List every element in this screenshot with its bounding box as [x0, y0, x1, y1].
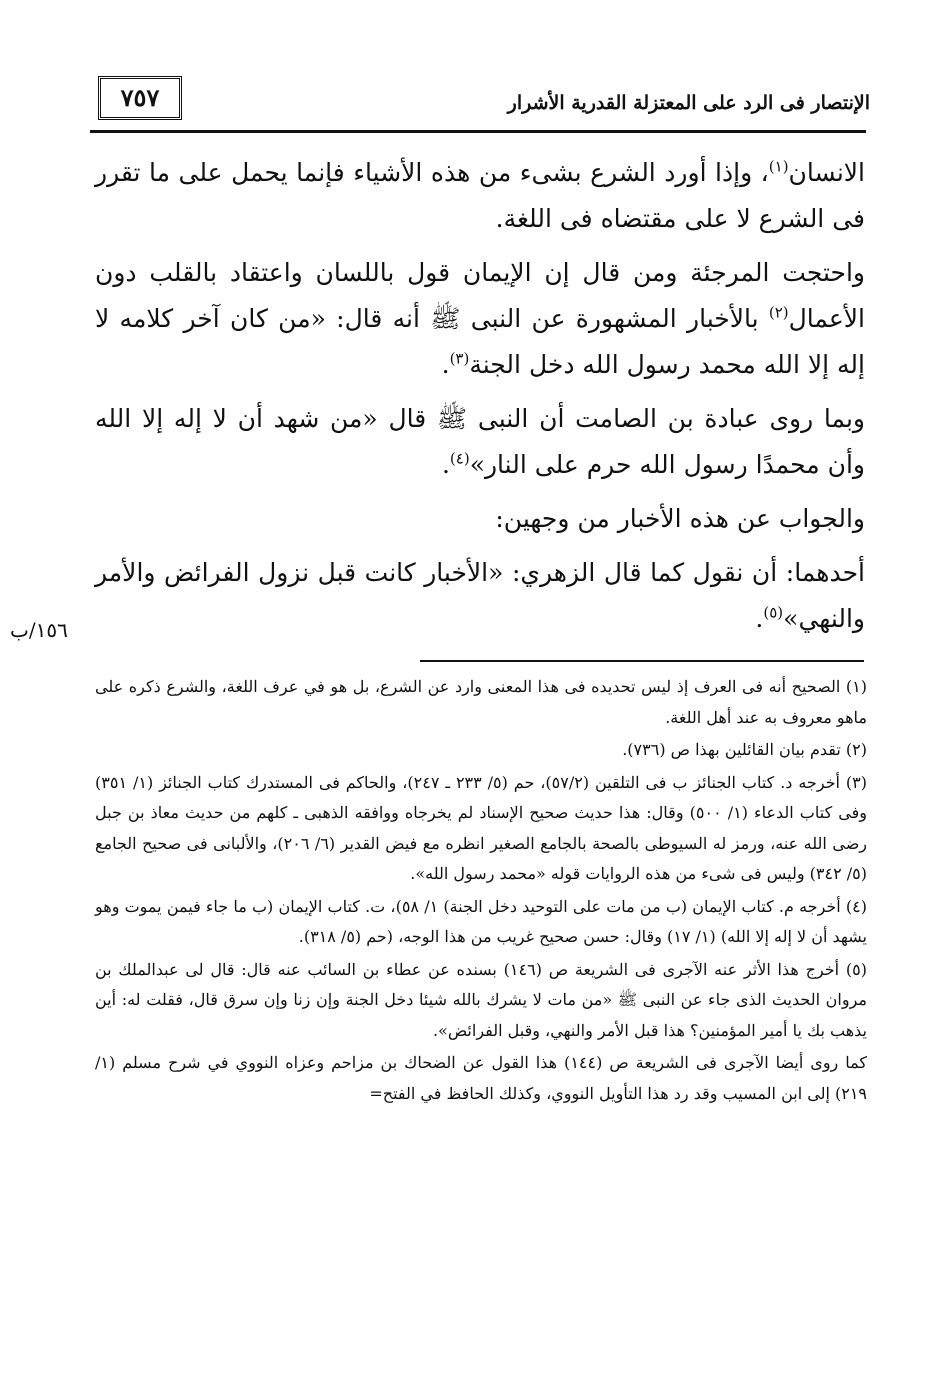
- paragraph-3-end: .: [441, 450, 450, 479]
- paragraph-5-text: أحدهما: أن نقول كما قال الزهري: «الأخبار كانت قبل نزول الفرائض والأمر والنهي»: [95, 558, 865, 633]
- paragraph-4: والجواب عن هذه الأخبار من وجهين:: [495, 504, 865, 533]
- paragraph-2-rest: بالأخبار المشهورة عن النبى ﷺ أنه قال: «من كان آخر كلامه لا إله إلا الله محمد رسول الله دخل الجنة: [95, 304, 865, 379]
- footnote-4: (٤) أخرجه م. كتاب الإيمان (ب من مات على التوحيد دخل الجنة) ١/ ٥٨)، ت. كتاب الإيمان (ب ما جاء فيمن يموت وهو يشهد أن لا إله إلا الله) (١/ ١٧) وقال: حسن صحيح غريب من هذا الوجه، (حم (٥/ ٣١٨).: [95, 896, 867, 946]
- paragraph-3-text: وبما روى عبادة بن الصامت أن النبى ﷺ قال «من شهد أن لا إله إلا الله وأن محمدًا رسول الله حرم على النار»: [95, 404, 865, 479]
- footnote-divider: [420, 660, 864, 662]
- manuscript-folio-note: ١٥٦/ب: [10, 618, 68, 642]
- header-divider: [90, 130, 866, 133]
- footnote-ref-1: (١): [768, 157, 789, 176]
- paragraph-5-end: .: [755, 604, 764, 633]
- page-header: [90, 70, 870, 130]
- footnote-1: (١) الصحيح أنه فى العرف إذ ليس تحديده فى هذا المعنى وارد عن الشرع، بل هو في عرف اللغة، والشرع ذكره على ماهو معروف به عند أهل اللغة.: [95, 677, 867, 727]
- footnote-5: (٥) أخرج هذا الأثر عنه الآجرى فى الشريعة ص (١٤٦) بسنده عن عطاء بن السائب عنه قال: قال لى عبدالملك بن مروان الحديث الذى جاء عن النبى ﷺ «من مات لا يشرك بالله شيئا دخل الجنة وإن زنا وإن سرق قال، فقلت له: أين يذهب بك يا أمير المؤمنين؟ هذا قبل الأمر والنهي، وقبل الفرائض».: [95, 959, 867, 1040]
- footnote-2: (٢) تقدم بيان القائلين بهذا ص (٧٣٦).: [622, 740, 867, 759]
- footnote-ref-3: (٣): [449, 349, 470, 368]
- running-title: الإنتصار فى الرد على المعتزلة القدرية الأشرار: [507, 92, 870, 114]
- paragraph-5: [95, 550, 865, 642]
- paragraph-2: [95, 250, 865, 388]
- footnote-ref-4: (٤): [449, 449, 470, 468]
- footnote-ref-5: (٥): [763, 603, 784, 622]
- paragraph-1: [95, 150, 865, 242]
- footnote-3: (٣) أخرجه د. كتاب الجنائز ب فى التلقين (٥٧/٢)، حم (٥/ ٢٣٣ ـ ٢٤٧)، والحاكم فى المستدرك كتاب الجنائز (١/ ٣٥١) وفى كتاب الدعاء (١/ ٥٠٠) وقال: هذا حديث صحيح الإسناد لم يخرجاه ووافقه الذهبى ـ كلهم من حديث معاذ بن جبل رضى الله عنه، ورمز له السيوطى بالصحة بالجامع الصغير انظره مع فيض القدير (٦/ ٢٠٦)، والألبانى فى صحيح الجامع (٥/ ٣٤٢) وليس فى شىء من هذه الروايات قوله «محمد رسول الله».: [95, 772, 868, 883]
- paragraph-1-rest: ، وإذا أورد الشرع بشىء من هذه الأشياء فإنما يحمل على ما تقرر فى الشرع لا على مقتضاه فى اللغة.: [95, 158, 865, 233]
- paragraph-2-end: .: [441, 350, 450, 379]
- main-text: [95, 150, 865, 650]
- paragraph-1-start: الانسان: [788, 158, 865, 187]
- paragraph-2-start: واحتجت المرجئة ومن قال إن الإيمان قول باللسان واعتقاد بالقلب دون الأعمال: [95, 258, 865, 333]
- footnotes-section: [95, 672, 867, 1109]
- footnote-5-continuation: كما روى أيضا الآجرى فى الشريعة ص (١٤٤) هذا القول عن الضحاك بن مزاحم وعزاه النووي في شرح مسلم (١/ ٢١٩) إلى ابن المسيب وقد رد هذا التأويل النووي، وكذلك الحافظ في الفتح=: [95, 1053, 868, 1103]
- paragraph-3: [95, 396, 865, 488]
- page-number: ٧٥٧: [98, 76, 182, 120]
- footnote-ref-2: (٢): [768, 303, 789, 322]
